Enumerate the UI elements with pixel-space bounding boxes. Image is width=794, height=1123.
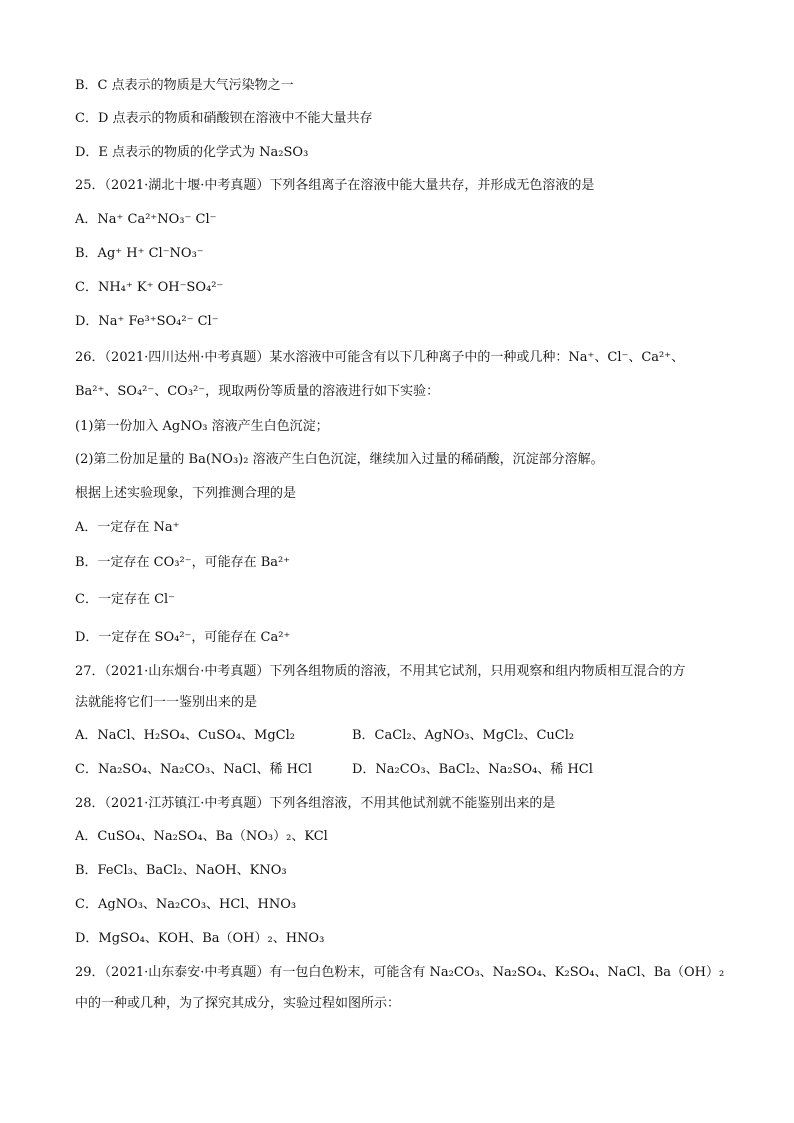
q26-step-2: (2)第二份加足量的 Ba(NO₃)₂ 溶液产生白色沉淀，继续加入过量的稀硝酸，沉淀部分溶解。 <box>75 452 604 467</box>
option-c-line: C．D 点表示的物质和硝酸钡在溶液中不能大量共存 <box>75 111 373 126</box>
q28-option-a: A．CuSO₄、Na₂SO₄、Ba（NO₃）₂、KCl <box>75 829 328 844</box>
q28-option-c: C．AgNO₃、Na₂CO₃、HCl、HNO₃ <box>75 897 297 912</box>
q25-option-c: C．NH₄⁺ K⁺ OH⁻SO₄²⁻ <box>75 280 224 295</box>
question-25-stem: 25．（2021·湖北十堰·中考真题）下列各组离子在溶液中能大量共存，并形成无色溶液的是 <box>75 178 595 193</box>
q27-option-c: C．Na₂SO₄、Na₂CO₃、NaCl、稀 HCl <box>75 762 313 777</box>
q26-prompt: 根据上述实验现象，下列推测合理的是 <box>75 486 297 501</box>
question-28-stem: 28．（2021·江苏镇江·中考真题）下列各组溶液，不用其他试剂就不能鉴别出来的是 <box>75 796 556 811</box>
q27-option-d: D．Na₂CO₃、BaCl₂、Na₂SO₄、稀 HCl <box>352 762 593 777</box>
question-29-stem-cont: 中的一种或几种，为了探究其成分，实验过程如图所示： <box>75 996 401 1011</box>
q26-option-d: D．一定存在 SO₄²⁻，可能存在 Ca²⁺ <box>75 630 291 645</box>
q25-option-b: B．Ag⁺ H⁺ Cl⁻NO₃⁻ <box>75 246 204 261</box>
question-26-stem: 26．（2021·四川达州·中考真题）某水溶液中可能含有以下几种离子中的一种或几种：Na⁺、Cl⁻、Ca²⁺、 <box>75 350 685 365</box>
q28-option-b: B．FeCl₃、BaCl₂、NaOH、KNO₃ <box>75 863 287 878</box>
q25-option-a: A．Na⁺ Ca²⁺NO₃⁻ Cl⁻ <box>75 212 217 227</box>
q25-option-d: D．Na⁺ Fe³⁺SO₄²⁻ Cl⁻ <box>75 314 219 329</box>
q27-option-a: A．NaCl、H₂SO₄、CuSO₄、MgCl₂ <box>75 728 295 743</box>
q26-option-a: A．一定存在 Na⁺ <box>75 520 180 535</box>
question-29-stem: 29．（2021·山东泰安·中考真题）有一包白色粉末，可能含有 Na₂CO₃、Na₂SO₄、K₂SO₄、NaCl、Ba（OH）₂ <box>75 965 725 980</box>
question-26-stem-cont: Ba²⁺、SO₄²⁻、CO₃²⁻，现取两份等质量的溶液进行如下实验： <box>75 384 440 399</box>
q26-option-c: C．一定存在 Cl⁻ <box>75 592 176 607</box>
q28-option-d: D．MgSO₄、KOH、Ba（OH）₂、HNO₃ <box>75 931 325 946</box>
option-b-line: B．C 点表示的物质是大气污染物之一 <box>75 78 294 93</box>
question-27-stem: 27．（2021·山东烟台·中考真题）下列各组物质的溶液，不用其它试剂，只用观察和组内物质相互混合的方 <box>75 664 686 679</box>
q26-option-b: B．一定存在 CO₃²⁻，可能存在 Ba²⁺ <box>75 555 291 570</box>
option-d-line: D．E 点表示的物质的化学式为 Na₂SO₃ <box>75 145 309 160</box>
q27-option-b: B．CaCl₂、AgNO₃、MgCl₂、CuCl₂ <box>352 728 575 743</box>
question-27-stem-cont: 法就能将它们一一鉴别出来的是 <box>75 695 258 710</box>
q26-step-1: (1)第一份加入 AgNO₃ 溶液产生白色沉淀； <box>75 419 329 434</box>
